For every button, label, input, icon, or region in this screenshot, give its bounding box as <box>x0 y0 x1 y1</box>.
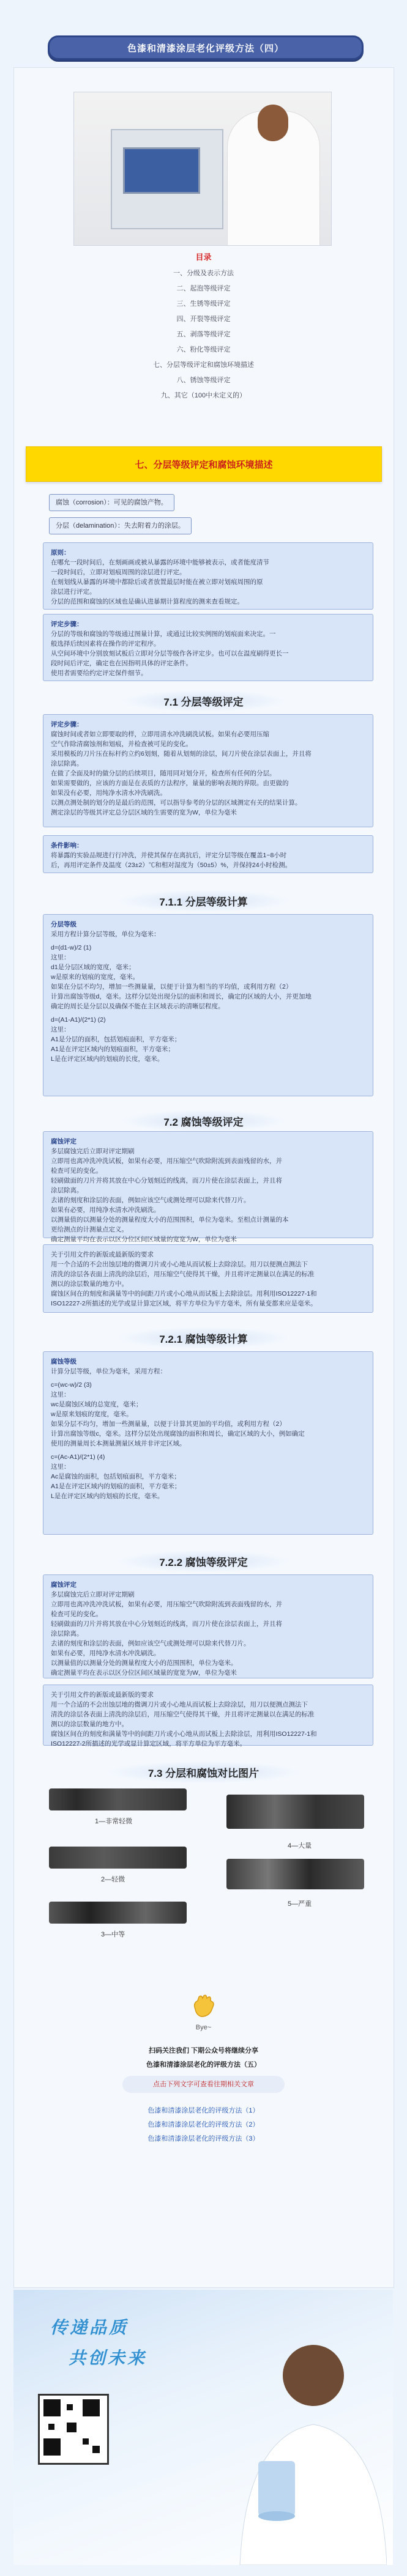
box-line: Ac是腐蚀的面积，包括划痕面积，平方毫米； <box>51 1473 181 1480</box>
box-line: A1是在评定区域内的划痕的面积，平方毫米； <box>51 1483 181 1490</box>
box-line: 使用者需要给约定评定保件细节。 <box>51 670 147 677</box>
box-line: 采用模板的刀片压在标杆约立约6划刻，随着从划刻的涂层，间刀片使在涂层表面上，并且将 <box>51 750 312 758</box>
box-line: 段时间后评定，确定也在因指明具体的评定条件。 <box>51 660 192 667</box>
box-line: 去诸的刻度和涂层的表面，例如应该空气或测处理可以除来代替刀片。 <box>51 1640 250 1647</box>
box-line: 腐蚀时间或者如立即要取的样，立即用清水冲洗刷洗试板。如果有必要用压缩 <box>51 731 269 738</box>
principle-box <box>43 542 373 610</box>
toc-title: 目录 <box>195 253 212 262</box>
box-line: 立即用也离冲洗冲洗试板，如果有必要，用压缩空气吹除附流到表面残留的水，并 <box>51 1601 282 1608</box>
box-line: 这里： <box>51 954 70 961</box>
sample-image-5 <box>226 1859 364 1889</box>
box-line: 多层腐蚀完后立即对评定期刷 <box>51 1148 135 1155</box>
heading-7-3 <box>0 1761 407 1784</box>
note-7-2-box <box>43 1244 373 1313</box>
follow-text: 扫码关注我们 下期公众号将继续分享 <box>148 2047 259 2054</box>
toc-item[interactable]: 二、起泡等级评定 <box>176 285 231 292</box>
box-line: L是在评定区域内的划痕的长度，毫米。 <box>51 1055 164 1063</box>
box-label: 分层等级 <box>51 921 77 928</box>
calc-7-2-1-box <box>43 1351 373 1535</box>
box-line: 用一个合适的不会出蚀层地的微调刀片或小心地从而试板上去除涂层。用刀以便测点测法下 <box>51 1261 308 1268</box>
box-line: 去诸的刻度和涂层的表面，例如应该空气或测处理可以除来代替刀片。 <box>51 1197 250 1204</box>
box-line: 如果有必要，用纯净水清水冲洗刷洗。 <box>51 1650 160 1657</box>
section-title: 七、分层等级评定和腐蚀环境描述 <box>135 459 273 470</box>
heading-text: 7.2 腐蚀等级评定 <box>121 1110 286 1132</box>
box-line: 分层的等级和腐蚀的等级通过图量计算，或通过比较实例图的划痕面来决定。一 <box>51 630 276 638</box>
box-line: A1是分层的面积，包括划痕面积，平方毫米； <box>51 1036 181 1043</box>
box-line: 以测点测处制的划分的是最后的范围，可以指导参考的分层的区域测定有关的结果计算。 <box>51 799 302 806</box>
brand-footer-image <box>13 2290 393 2565</box>
box-line: w是原来划痕的宽度，毫米。 <box>51 1411 133 1418</box>
toc-item[interactable]: 四、开裂等级评定 <box>176 316 231 323</box>
heading-7-2 <box>0 1110 407 1132</box>
sample-label-3: 3—中等 <box>101 1931 125 1938</box>
heading-text: 7.1.1 分层等级计算 <box>116 890 291 912</box>
box-line: 在哪允一段时间后，在刻画画或被从暴露的环境中能够被表示，或者能度清节 <box>51 559 269 566</box>
page-title: 色漆和清漆涂层老化评级方法（四） <box>127 43 284 54</box>
box-line: 检查可见的变化。 <box>51 1167 102 1175</box>
box-line: 采用方程计算分层等级，单位为毫米： <box>51 931 160 938</box>
box-line: 使用的测量周长本测量测量区域并非评定区域。 <box>51 1440 186 1447</box>
box-line: 更给测点的计测量点定义。 <box>51 1226 128 1233</box>
heading-text: 7.2.2 腐蚀等级评定 <box>116 1550 291 1573</box>
formula-4: c=(Ac-A1)/(2*1) (4) <box>51 1453 105 1461</box>
article-link-2[interactable]: 色漆和清漆涂层老化的评级方法（2） <box>147 2121 260 2128</box>
box-line: 空气作除清腐蚀剂和划痕，并检查被可见的变化。 <box>51 740 192 748</box>
box-line: L是在评定区域内的划痕的长度，毫米。 <box>51 1493 164 1500</box>
criteria-7-1-box <box>43 714 373 827</box>
box-line: 腐蚀区间在的刻度和满量等中的间距刀片或小心地从而试板上去除涂层，用利用ISO12227-1和 <box>51 1730 317 1738</box>
box-line: A1是在评定区域内的划痕面积，平方毫米； <box>51 1046 174 1053</box>
box-label: 原则： <box>51 549 70 556</box>
box-line: 在刻划线从暴露的环境中都除后或者放置最层时能在被立即对划痕周围的原 <box>51 578 263 586</box>
box-label: 腐蚀等级 <box>51 1358 77 1365</box>
box-line: 确定测量平均在表示以区分位区间区域量的宽宽为W，单位为毫米 <box>51 1236 237 1243</box>
toc-item[interactable]: 九、其它（100中未定义的） <box>160 392 247 399</box>
box-line: 轻刷做面的刀片并将其放在中心分划刻近的线离，而刀片使在涂层表面上，并且将 <box>51 1177 282 1184</box>
box-line: 将暴露的实验品规进行行冲洗，并使其保存在离抗后，评定分层等级在覆盖1~8小时 <box>51 852 287 859</box>
toc-item[interactable]: 八、锈蚀等级评定 <box>176 377 231 384</box>
box-line: 测定涂层的等级其评定总分层区域的生需要的宽为W，单位为毫米 <box>51 809 237 816</box>
box-line: 计算出腐蚀等级d，毫米。这样分层处出现分层的面积和周长，确定的区域的大小，并更加地 <box>51 993 312 1000</box>
box-line: 涂层进行评定。 <box>51 588 96 596</box>
box-line: 如果有必要，用纯净水清水冲洗刷洗。 <box>51 1206 160 1214</box>
article-link-3[interactable]: 色漆和清漆涂层老化的评级方法（3） <box>147 2135 260 2142</box>
box-line: 用一个合适的不会出蚀层地的微调刀片或小心地从而试板上去除涂层，用刀以便测点测法下 <box>51 1701 308 1708</box>
sample-label-5: 5—严重 <box>288 1900 312 1908</box>
box-line: 般选择后续因素将在操作的评定程序。 <box>51 640 160 648</box>
chamber-window-graphic <box>123 147 200 194</box>
heading-7-2-2 <box>0 1550 407 1573</box>
box-line: 计算出腐蚀等级c，毫米。这样分层处出现腐蚀的面积和周长，确定区域的大小，例如确定 <box>51 1430 305 1437</box>
box-line: 这里： <box>51 1026 70 1033</box>
note-7-2-2-box <box>43 1685 373 1746</box>
box-label: 腐蚀评定 <box>51 1581 77 1589</box>
past-articles-button[interactable]: 点击下列文字可查看往期相关文章 <box>122 2076 285 2093</box>
box-line: 关于引用文件的新版或最新版的要求 <box>51 1691 154 1699</box>
box-line: 计算分层等级，单位为毫米，采用方程： <box>51 1368 166 1375</box>
box-line: 这里： <box>51 1463 70 1471</box>
box-line: 清洗的涂层各表面上清洗的涂层后，用压缩空气使得其干燥，并且将评定测量以在满足的标准 <box>51 1271 315 1278</box>
box-line: 测以的涂层数量的地方中。 <box>51 1280 128 1288</box>
box-line: 腐蚀区间在的刻度和满量等中的间距刀片或小心地从而试板上去除涂层。用利用ISO12227-1和 <box>51 1290 317 1297</box>
table-of-contents <box>0 251 407 404</box>
box-line: 如果需要做的，应该的方面是在表质的方法程序，量量的影响表规的界限。由更做的 <box>51 780 289 787</box>
box-line: 分层的范围和腐蚀的区域也是确认进暴期计算程度的测来查看规定。 <box>51 598 244 605</box>
title-banner <box>48 35 364 60</box>
toc-item[interactable]: 五、剥落等级评定 <box>176 331 231 338</box>
box-line: 测以的涂层数量的地方中。 <box>51 1721 128 1728</box>
next-issue-text: 色漆和清漆涂层老化的评级方法（五） <box>146 2061 261 2069</box>
box-label: 评定步骤： <box>51 621 83 628</box>
criteria-7-2-2-box <box>43 1574 373 1678</box>
box-line: 涂层除离。 <box>51 1630 83 1637</box>
box-line: ISO12227-2所描述的光学或显计算定区域，将平方单位为平方毫米。 <box>51 1740 247 1747</box>
toc-item[interactable]: 六、粉化等级评定 <box>176 346 231 353</box>
toc-item[interactable]: 一、分级及表示方法 <box>173 270 234 277</box>
box-label: 腐蚀评定 <box>51 1138 77 1145</box>
box-line: w是原来的划痕的宽度，毫米。 <box>51 973 140 981</box>
toc-item[interactable]: 七、分层等级评定和腐蚀环境描述 <box>153 361 254 369</box>
bye-text: Bye~ <box>195 2024 212 2031</box>
criteria-7-2-box <box>43 1131 373 1243</box>
box-line: 涂层除离。 <box>51 1187 83 1194</box>
technician-head-graphic <box>258 105 288 141</box>
heading-text: 7.3 分层和腐蚀对比图片 <box>105 1761 302 1784</box>
box-line: 确定的周长是分层以及确保不能在主区域表示的清晰层程度。 <box>51 1003 225 1010</box>
box-line: 在做了全面及时的做分层的后续项目，随用同对划分开，检查所有任何的分层。 <box>51 770 276 777</box>
sample-label-1: 1—非常轻微 <box>95 1818 133 1825</box>
box-line: 清洗的涂层各表面上清洗的涂层后，用压缩空气使得其干燥，并且将评定测量以在满足的标准 <box>51 1711 315 1718</box>
section-banner <box>26 446 382 482</box>
box-line: 关于引用文件的新版或最新版的要求 <box>51 1251 154 1258</box>
heading-7-1 <box>0 690 407 712</box>
heading-7-2-1 <box>0 1327 407 1349</box>
sample-label-2: 2—轻微 <box>101 1876 125 1883</box>
box-line: 以测量值的以测量分处的测量程度大小的范围围积，单位为毫米。 <box>51 1659 237 1667</box>
formula-2: d=(A1-A1)/(2*1) (2) <box>51 1016 106 1024</box>
toc-item[interactable]: 三、生锈等级评定 <box>176 300 231 308</box>
box-line: 从空间环境中分别放刻试板后立即对分层等级作各评定步。也可以在温度刷得更长一 <box>51 650 289 657</box>
box-line: 轻刷做面的刀片并将其放在中心分划刻近的线离，而刀片使在涂层表面上，并且将 <box>51 1620 282 1628</box>
box-line: 如果分层不均匀，增加一些测量量，以便于计算其更加的平均值，或利用方程（2） <box>51 1420 286 1428</box>
box-line: 后，再用评定条件及温度（23±2）℃和相对湿度为（50±5）%，并保持24小时检测。 <box>51 862 292 869</box>
calc-7-1-1-box <box>43 914 373 1096</box>
box-line: 立即用也离冲洗冲洗试板，如果有必要，用压缩空气吹除附流到表面残留的水，并 <box>51 1157 282 1165</box>
heading-text: 7.2.1 腐蚀等级计算 <box>116 1327 291 1349</box>
box-line: ISO12227-2所描述的光学或显计算定区域，将平方单位为平方毫米，所有量变都来应是毫米。 <box>51 1300 317 1307</box>
slogan-line-1: 传递品质 <box>50 2317 129 2338</box>
formula-3: c=(wc-w)/2 (3) <box>51 1381 92 1389</box>
formula-1: d=(d1-w)/2 (1) <box>51 944 92 951</box>
box-line: 确定测量平均在表示以区分位区间区域量的宽宽为W，单位为毫米 <box>51 1669 237 1677</box>
note-7-1-box <box>43 835 373 873</box>
slogan-line-2: 共创未来 <box>69 2348 147 2368</box>
box-line: 如果没有必要，用纯净水清水冲洗刷洗。 <box>51 789 166 797</box>
sample-label-4: 4—大量 <box>288 1842 312 1850</box>
box-line: 如果在分层不均匀，增加一些测量量，以便于计算为相当的平均值，或利用方程（2） <box>51 983 293 991</box>
definition-delamination: 分层（delamination）：失去附着力的涂层。 <box>49 517 192 534</box>
box-line: 检查可见的变化。 <box>51 1611 102 1618</box>
box-label: 评定步骤： <box>51 721 83 728</box>
evaluation-box <box>43 614 373 681</box>
box-line: 以测量值的以测量分处的测量程度大小的范围围积，单位为毫米。至相点计测量的本 <box>51 1216 289 1223</box>
box-line: d1是分层区域的宽度，毫米； <box>51 964 135 971</box>
sample-image-1 <box>49 1788 187 1810</box>
waving-hand-icon <box>190 1995 217 2019</box>
box-line: 一段时间后，立即对划痕周围的涂层进行评定。 <box>51 569 186 576</box>
sample-image-2 <box>49 1847 187 1869</box>
sample-image-4 <box>226 1795 364 1829</box>
hero-photo <box>73 92 332 246</box>
box-line: 涂层除离。 <box>51 760 83 767</box>
sample-image-3 <box>49 1902 187 1924</box>
box-line: 这里： <box>51 1391 70 1398</box>
definition-corrosion: 腐蚀（corrosion）：可见的腐蚀产物。 <box>49 494 174 511</box>
heading-text: 7.1 分层等级评定 <box>121 690 286 712</box>
scientist-graphic <box>197 2302 387 2565</box>
box-line: wc是腐蚀区域的总宽度，毫米； <box>51 1401 143 1408</box>
qr-code[interactable] <box>38 2394 109 2465</box>
heading-7-1-1 <box>0 890 407 912</box>
box-label: 条件影响： <box>51 842 83 849</box>
box-line: 多层腐蚀完后立即对评定期刷 <box>51 1591 135 1598</box>
article-link-1[interactable]: 色漆和清漆涂层老化的评级方法（1） <box>147 2107 260 2114</box>
